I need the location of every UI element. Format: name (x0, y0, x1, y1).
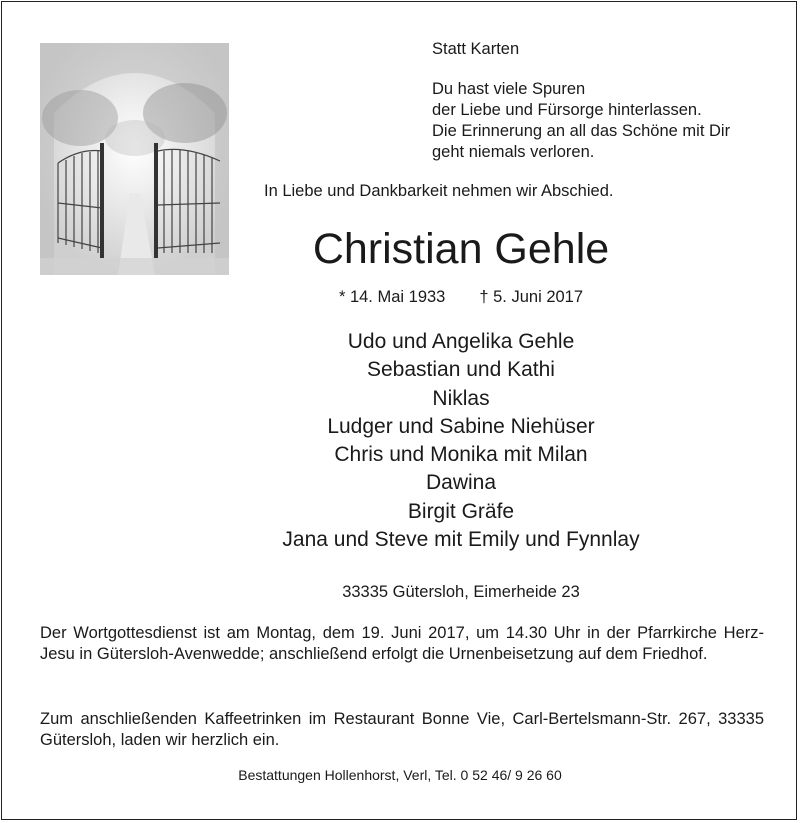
funeral-home-footer: Bestattungen Hollenhorst, Verl, Tel. 0 52 46/ 9 26 60 (238, 767, 562, 783)
coffee-paragraph: Zum anschließenden Kaffeetrinken im Restaurant Bonne Vie, Carl-Bertelsmann-Str. 267, 33335 Gütersloh, laden wir herzlich ein. (40, 710, 764, 749)
death-date: † 5. Juni 2017 (479, 288, 584, 306)
poem-line: Du hast viele Spuren (432, 80, 586, 98)
mourner-line: Jana und Steve mit Emily und Fynnlay (282, 528, 640, 552)
mourner-line: Dawina (425, 471, 497, 495)
poem (432, 79, 730, 163)
deceased-name: Christian Gehle (312, 225, 610, 273)
mourner-line: Sebastian und Kathi (367, 358, 555, 382)
birth-date: * 14. Mai 1933 (338, 288, 446, 306)
deceased-name-row (2, 224, 800, 274)
mourner-line: Ludger und Sabine Niehüser (327, 414, 595, 438)
poem-line: Die Erinnerung an all das Schöne mit Dir (432, 122, 731, 140)
farewell-line: In Liebe und Dankbarkeit nehmen wir Abschied. (264, 182, 614, 200)
poem-line: geht niemals verloren. (432, 143, 595, 161)
service-paragraph: Der Wortgottesdienst ist am Montag, dem 19. Juni 2017, um 14.30 Uhr in der Pfarrkirche Herz-Jesu in Gütersloh-Avenwedde; anschließend erfolgt die Urnenbeisetzung auf dem Friedhof. (40, 624, 764, 663)
obituary-notice (1, 1, 797, 820)
mourner-line: Niklas (432, 386, 490, 410)
statt-karten-label: Statt Karten (432, 40, 520, 58)
poem-line: der Liebe und Fürsorge hinterlassen. (432, 101, 702, 119)
mourner-line: Chris und Monika mit Milan (334, 443, 588, 467)
mourner-line: Birgit Gräfe (407, 499, 515, 523)
mourners-list (2, 328, 800, 554)
mourner-line: Udo und Angelika Gehle (347, 330, 575, 353)
life-dates (2, 287, 800, 308)
family-address: 33335 Gütersloh, Eimerheide 23 (342, 583, 580, 601)
